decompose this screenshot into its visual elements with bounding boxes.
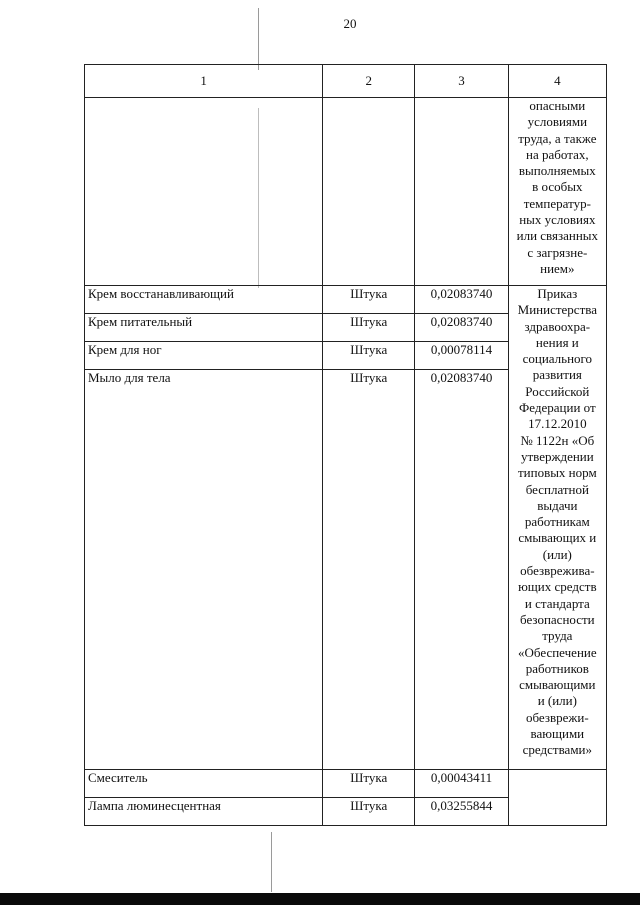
item-name-cell: Крем для ног (85, 342, 323, 370)
legal-basis-cell (508, 286, 606, 770)
basis-line: развития (532, 367, 582, 383)
quantity-cell: 0,02083740 (415, 314, 508, 342)
basis-line: бесплатной (525, 481, 589, 497)
basis-line: условиями (527, 114, 588, 130)
continuation-row (85, 98, 607, 286)
item-name-cell: Смеситель (85, 770, 323, 798)
basis-line: выполняемых (518, 163, 596, 179)
basis-line: Федерации от (519, 400, 596, 416)
table-header-row (85, 65, 607, 98)
column-header-4: 4 (508, 65, 606, 98)
scan-artifact-line (271, 832, 272, 892)
empty-cell (323, 98, 415, 286)
basis-line: на работах, (526, 146, 589, 162)
scan-bottom-edge (0, 893, 640, 905)
item-name-cell: Крем восстанавливающий (85, 286, 323, 314)
unit-cell: Штука (323, 370, 415, 770)
continuation-basis-cell (508, 98, 606, 286)
basis-line: работникам (524, 514, 590, 530)
basis-line: труда, а также (518, 130, 597, 146)
quantity-cell: 0,02083740 (415, 370, 508, 770)
basis-line: труда (542, 628, 573, 644)
basis-line: обезврежи- (525, 709, 589, 725)
basis-line: «Обеспечение (518, 644, 597, 660)
basis-line: средствами» (522, 742, 593, 758)
item-name-cell: Лампа люминесцентная (85, 798, 323, 826)
basis-line: в особых (532, 179, 583, 195)
basis-line: нения и (535, 334, 579, 350)
basis-line: или связанных (516, 228, 599, 244)
basis-line: работников (525, 660, 589, 676)
basis-line: социального (522, 351, 593, 367)
column-header-3: 3 (415, 65, 508, 98)
column-header-2: 2 (323, 65, 415, 98)
basis-line: вающими (530, 726, 585, 742)
basis-line: типовых норм (517, 465, 597, 481)
basis-line: утверждении (520, 448, 594, 464)
basis-line: № 1122н «Об (520, 432, 595, 448)
basis-line: Министерства (517, 302, 597, 318)
empty-cell (415, 98, 508, 286)
empty-cell (85, 98, 323, 286)
item-name-cell: Крем питательный (85, 314, 323, 342)
basis-line: безопасности (520, 611, 595, 627)
unit-cell: Штука (323, 798, 415, 826)
basis-line: ющих средств (518, 579, 597, 595)
table-row (85, 286, 607, 314)
basis-line: смывающих и (518, 530, 597, 546)
column-header-1: 1 (85, 65, 323, 98)
basis-line: (или) (542, 546, 572, 562)
page-number: 20 (343, 16, 357, 31)
basis-line: нием» (540, 260, 575, 276)
quantity-cell: 0,03255844 (415, 798, 508, 826)
item-name-cell: Мыло для тела (85, 370, 323, 770)
basis-line: с загрязне- (527, 244, 588, 260)
basis-line: обезврежива- (520, 563, 595, 579)
basis-line: смывающими (519, 677, 596, 693)
empty-cell (508, 770, 606, 826)
unit-cell: Штука (323, 770, 415, 798)
unit-cell: Штука (323, 342, 415, 370)
basis-line: Российской (525, 383, 590, 399)
basis-line: и стандарта (524, 595, 590, 611)
basis-line: температур- (523, 195, 591, 211)
quantity-cell: 0,00043411 (415, 770, 508, 798)
basis-line: 17.12.2010 (528, 416, 587, 432)
basis-line: Приказ (537, 286, 578, 301)
document-table (84, 64, 607, 826)
unit-cell: Штука (323, 286, 415, 314)
basis-line: здравоохра- (524, 318, 591, 334)
unit-cell: Штука (323, 314, 415, 342)
basis-line: выдачи (537, 497, 578, 513)
table-row (85, 770, 607, 798)
basis-line: и (или) (537, 693, 577, 709)
quantity-cell: 0,02083740 (415, 286, 508, 314)
quantity-cell: 0,00078114 (415, 342, 508, 370)
basis-line: опасными (529, 98, 586, 113)
basis-line: ных условиях (519, 212, 596, 228)
